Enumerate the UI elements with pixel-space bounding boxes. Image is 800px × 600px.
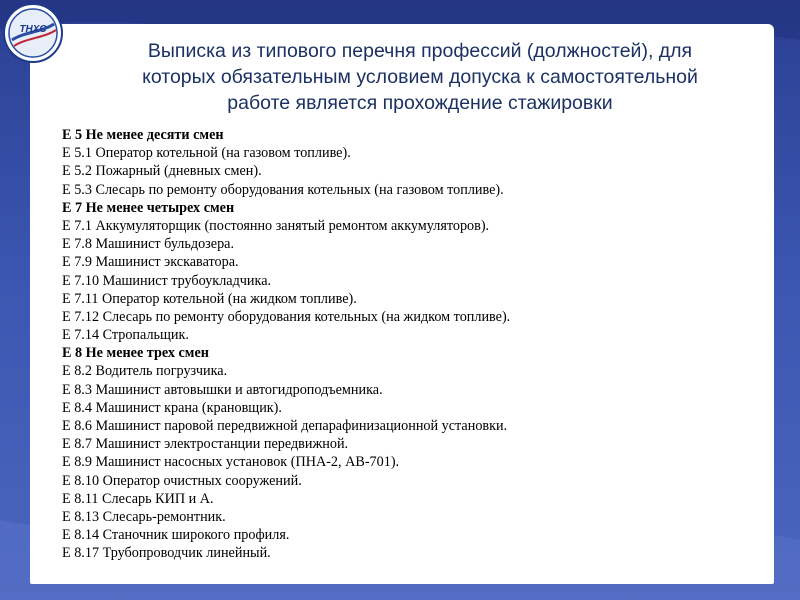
list-item: Е 8.11 Слесарь КИП и А. bbox=[62, 490, 214, 507]
profession-list bbox=[62, 126, 510, 563]
list-item: Е 7.1 Аккумуляторщик (постоянно занятый ремонтом аккумуляторов). bbox=[62, 217, 490, 234]
list-item: Е 7.12 Слесарь по ремонту оборудования котельных (на жидком топливе). bbox=[62, 308, 511, 325]
list-item: Е 8.6 Машинист паровой передвижной депарафинизационной установки. bbox=[62, 418, 508, 434]
list-item: Е 7.10 Машинист трубоукладчика. bbox=[62, 272, 272, 289]
title-line: которых обязательным условием допуска к самостоятельной bbox=[142, 66, 698, 88]
list-item: Е 8.7 Машинист электростанции передвижной. bbox=[62, 436, 349, 453]
list-item: Е 7.9 Машинист экскаватора. bbox=[62, 254, 239, 271]
list-item: Е 7.11 Оператор котельной (на жидком топливе). bbox=[62, 290, 357, 307]
list-section-heading: Е 7 Не менее четырех смен bbox=[62, 199, 235, 216]
logo-text: ТНХС bbox=[19, 24, 47, 35]
list-item: Е 8.4 Машинист крана (крановщик). bbox=[62, 399, 282, 416]
list-item: Е 8.3 Машинист автовышки и автогидроподъемника. bbox=[62, 381, 383, 398]
list-item: Е 5.3 Слесарь по ремонту оборудования котельных (на газовом топливе). bbox=[62, 181, 504, 198]
list-item: Е 5.1 Оператор котельной (на газовом топливе). bbox=[62, 145, 351, 162]
slide-title bbox=[70, 38, 770, 116]
title-line: Выписка из типового перечня профессий (должностей), для bbox=[147, 40, 693, 62]
list-item: Е 8.9 Машинист насосных установок (ПНА-2, АВ-701). bbox=[62, 454, 400, 471]
list-section-heading: Е 5 Не менее десяти смен bbox=[62, 127, 224, 143]
list-item: Е 8.13 Слесарь-ремонтник. bbox=[62, 508, 226, 525]
list-item: Е 8.2 Водитель погрузчика. bbox=[62, 363, 228, 380]
organization-emblem-icon bbox=[2, 2, 64, 64]
title-line: работе является прохождение стажировки bbox=[227, 92, 613, 114]
list-item: Е 8.14 Станочник широкого профиля. bbox=[62, 527, 290, 544]
list-item: Е 5.2 Пожарный (дневных смен). bbox=[62, 163, 262, 180]
list-item: Е 7.14 Стропальщик. bbox=[62, 327, 189, 344]
list-item: Е 8.17 Трубопроводчик линейный. bbox=[62, 545, 271, 562]
list-item: Е 8.10 Оператор очистных сооружений. bbox=[62, 472, 302, 489]
list-section-heading: Е 8 Не менее трех смен bbox=[62, 345, 209, 362]
list-item: Е 7.8 Машинист бульдозера. bbox=[62, 236, 235, 253]
